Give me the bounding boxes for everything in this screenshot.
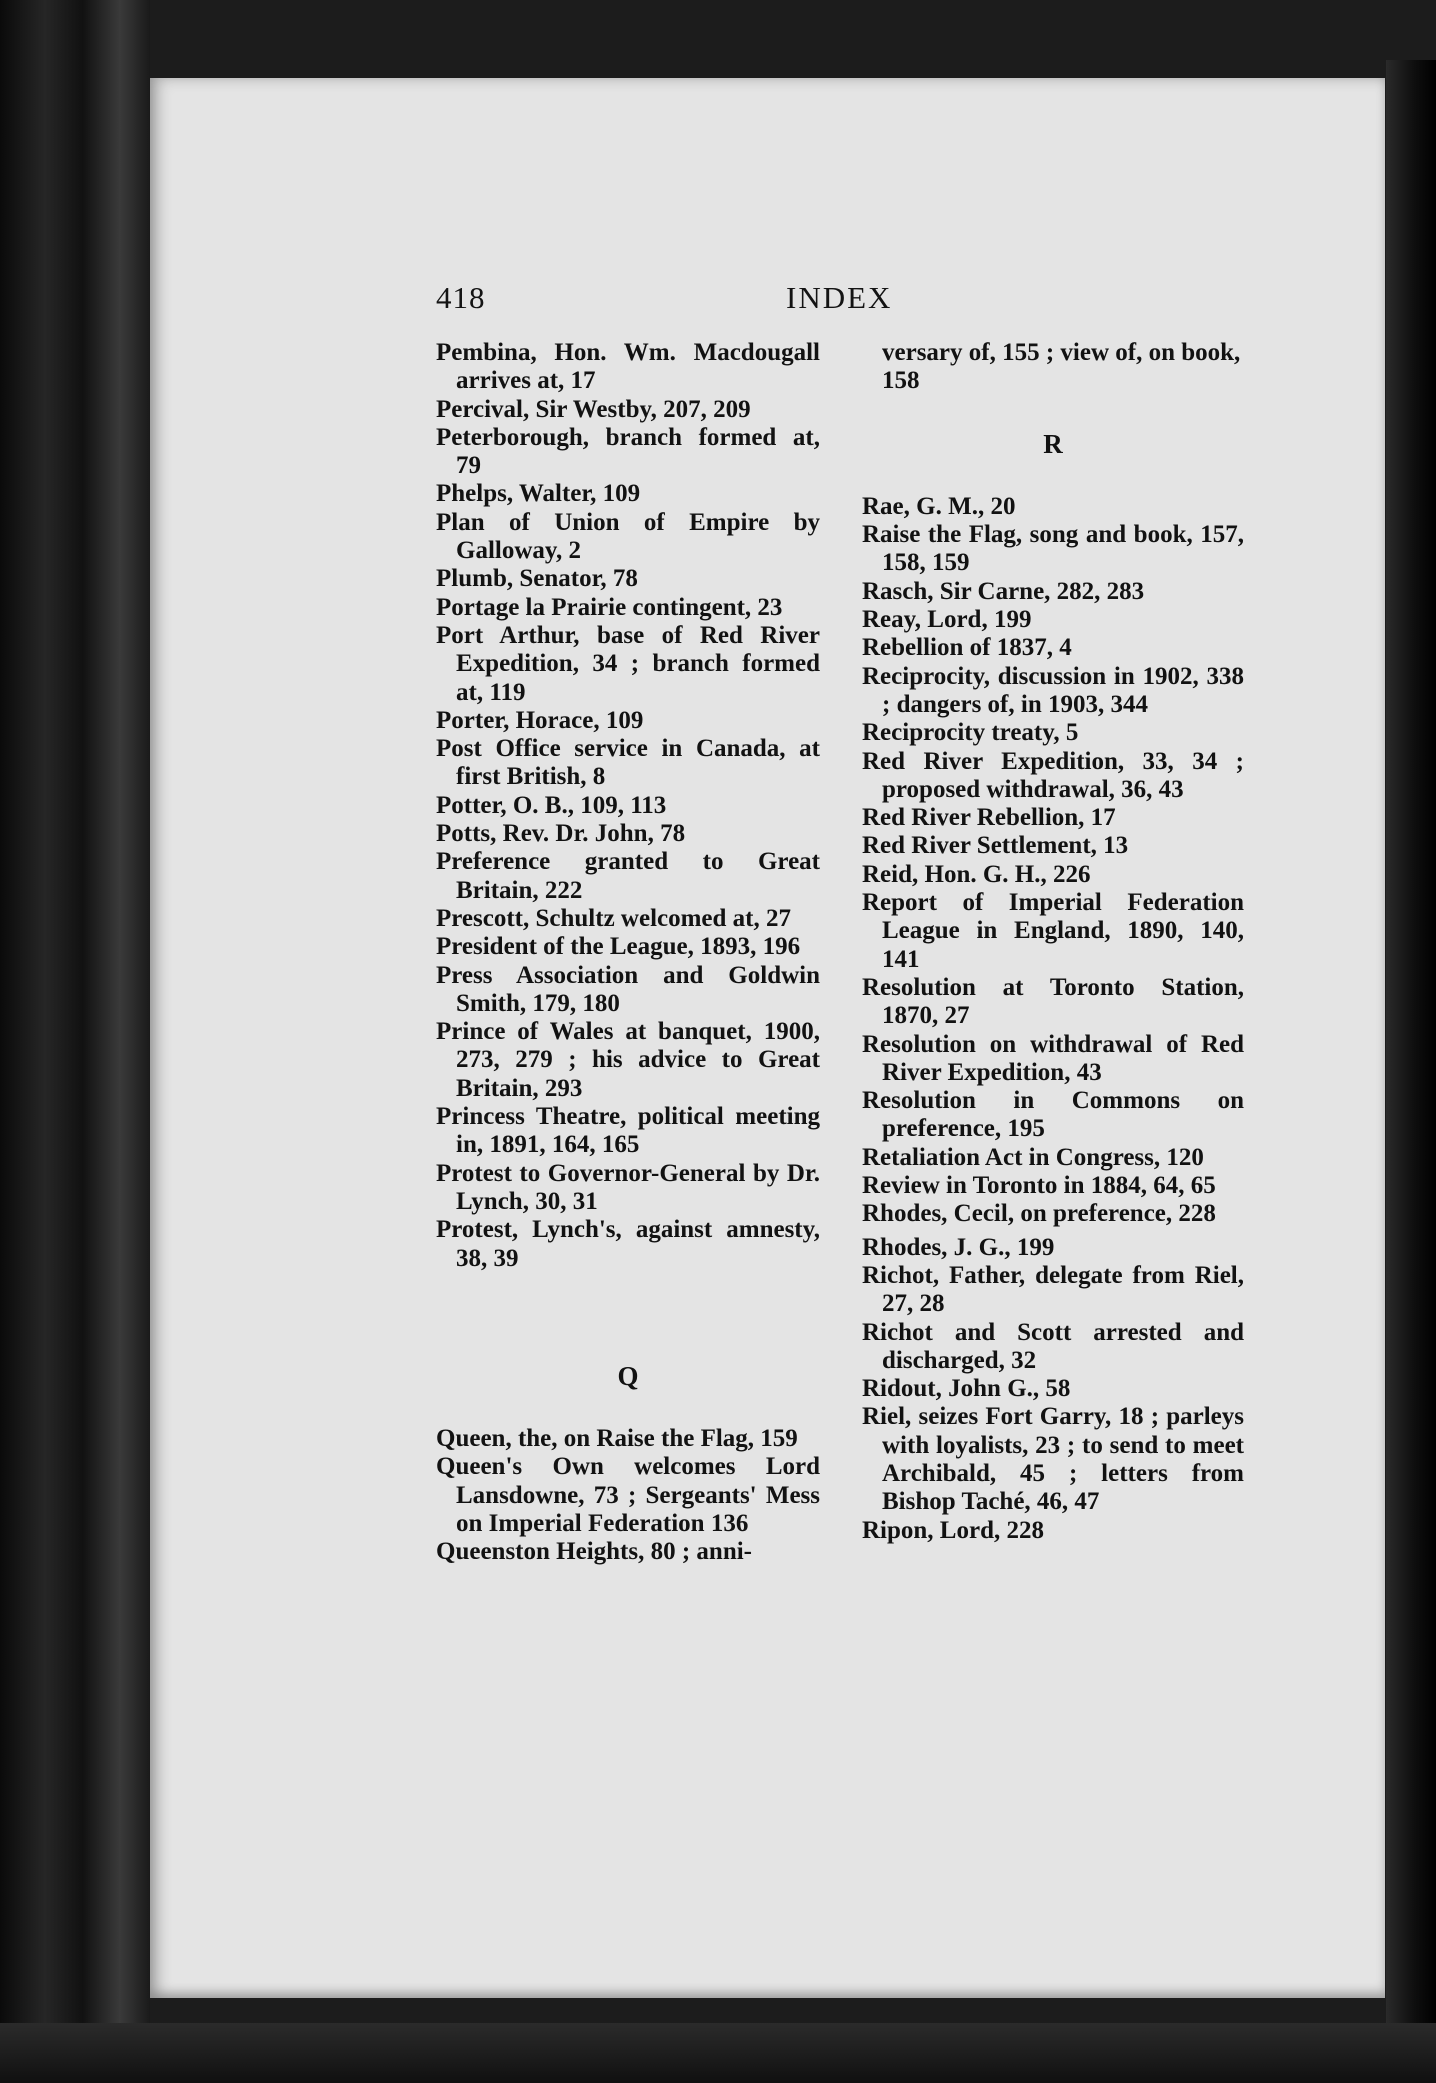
- index-entry: Princess Theatre, political meeting in, 1891, 164, 165: [436, 1103, 820, 1159]
- index-entry: Preference granted to Great Britain, 222: [436, 848, 820, 904]
- index-entry: Plumb, Senator, 78: [436, 565, 638, 593]
- index-entry: Plan of Union of Empire by Galloway, 2: [436, 508, 820, 565]
- index-entry: Retaliation Act in Congress, 120: [862, 1143, 1204, 1171]
- index-entry: Protest, Lynch's, against amnesty, 38, 39: [436, 1216, 820, 1272]
- index-entry: Post Office service in Canada, at first British, 8: [436, 735, 820, 791]
- continued-entry: versary of, 155 ; view of, on book, 158: [882, 339, 1241, 395]
- index-entry: Riel, seizes Fort Garry, 18 ; parleys with loyalists, 23 ; to send to meet Archibald, 45 ; letters from Bishop Taché, 46, 47: [862, 1403, 1244, 1516]
- index-entry: Red River Rebellion, 17: [862, 804, 1116, 832]
- index-entry: Pembina, Hon. Wm. Macdougall arrives at, 17: [436, 339, 820, 395]
- index-entry: Percival, Sir Westby, 207, 209: [436, 395, 751, 423]
- index-entry: Rhodes, Cecil, on preference, 228: [862, 1200, 1216, 1228]
- index-entry: Queenston Heights, 80 ; anni-: [436, 1538, 753, 1566]
- index-column-left: [436, 339, 820, 1567]
- index-entry: Rae, G. M., 20: [862, 492, 1016, 520]
- page-edge-shadow: [1386, 60, 1436, 2060]
- index-entry: Reciprocity, discussion in 1902, 338 ; dangers of, in 1903, 344: [862, 662, 1244, 718]
- index-entry: Reciprocity treaty, 5: [862, 719, 1079, 747]
- page-title: INDEX: [786, 280, 893, 315]
- index-entry: Prescott, Schultz welcomed at, 27: [436, 904, 792, 932]
- index-entry: Queen's Own welcomes Lord Lansdowne, 73 ; Sergeants' Mess on Imperial Federation 136: [436, 1453, 820, 1537]
- index-entry: Potts, Rev. Dr. John, 78: [436, 820, 686, 848]
- index-entry: Rebellion of 1837, 4: [862, 634, 1072, 662]
- index-entry: Resolution on withdrawal of Red River Expedition, 43: [862, 1030, 1244, 1086]
- index-entry: President of the League, 1893, 196: [436, 933, 801, 961]
- section-letter-q: Q: [617, 1360, 639, 1391]
- section-letter-r: R: [1043, 428, 1063, 459]
- index-entry: Portage la Prairie contingent, 23: [436, 593, 783, 621]
- index-entries-q: [436, 1425, 820, 1566]
- index-entry: Reay, Lord, 199: [862, 606, 1032, 634]
- index-entry: Press Association and Goldwin Smith, 179, 180: [436, 961, 820, 1017]
- page-number: 418: [436, 280, 486, 315]
- index-entry: Rhodes, J. G., 199: [862, 1233, 1055, 1261]
- index-entry: Red River Expedition, 33, 34 ; proposed withdrawal, 36, 43: [862, 747, 1244, 803]
- index-entry: Review in Toronto in 1884, 64, 65: [862, 1172, 1216, 1200]
- index-entries-r-continued: [862, 1234, 1244, 1545]
- index-entry: Port Arthur, base of Red River Expedition, 34 ; branch formed at, 119: [436, 621, 820, 706]
- index-entry: Porter, Horace, 109: [436, 706, 644, 734]
- book-spine: [0, 0, 150, 2083]
- index-entry: Ridout, John G., 58: [862, 1375, 1071, 1403]
- index-column-right: [862, 339, 1244, 1545]
- index-entry: Reid, Hon. G. H., 226: [862, 860, 1091, 888]
- index-entry: Potter, O. B., 109, 113: [436, 791, 667, 819]
- index-entry: Phelps, Walter, 109: [436, 480, 641, 508]
- index-entry: Richot, Father, delegate from Riel, 27, 28: [862, 1261, 1244, 1318]
- index-entry: Rasch, Sir Carne, 282, 283: [862, 577, 1145, 605]
- bottom-shadow: [0, 2023, 1436, 2083]
- index-entry: Raise the Flag, song and book, 157, 158, 159: [862, 521, 1244, 577]
- index-entries-r: [862, 493, 1244, 1229]
- index-entry: Protest to Governor-General by Dr. Lynch, 30, 31: [436, 1159, 820, 1215]
- index-entry: Ripon, Lord, 228: [862, 1516, 1044, 1544]
- index-entries-p: [436, 339, 820, 1273]
- index-entry: Richot and Scott arrested and discharged, 32: [862, 1318, 1244, 1374]
- page-header: [436, 280, 1256, 320]
- index-entry: Report of Imperial Federation League in England, 1890, 140, 141: [862, 889, 1244, 973]
- index-entry: Queen, the, on Raise the Flag, 159: [436, 1425, 798, 1453]
- index-entry: Red River Settlement, 13: [862, 832, 1129, 860]
- index-entry: Peterborough, branch formed at, 79: [436, 423, 820, 480]
- index-entry: Resolution at Toronto Station, 1870, 27: [862, 973, 1244, 1030]
- index-entry: Prince of Wales at banquet, 1900, 273, 279 ; his advice to Great Britain, 293: [436, 1018, 820, 1102]
- index-entry: Resolution in Commons on preference, 195: [862, 1087, 1244, 1143]
